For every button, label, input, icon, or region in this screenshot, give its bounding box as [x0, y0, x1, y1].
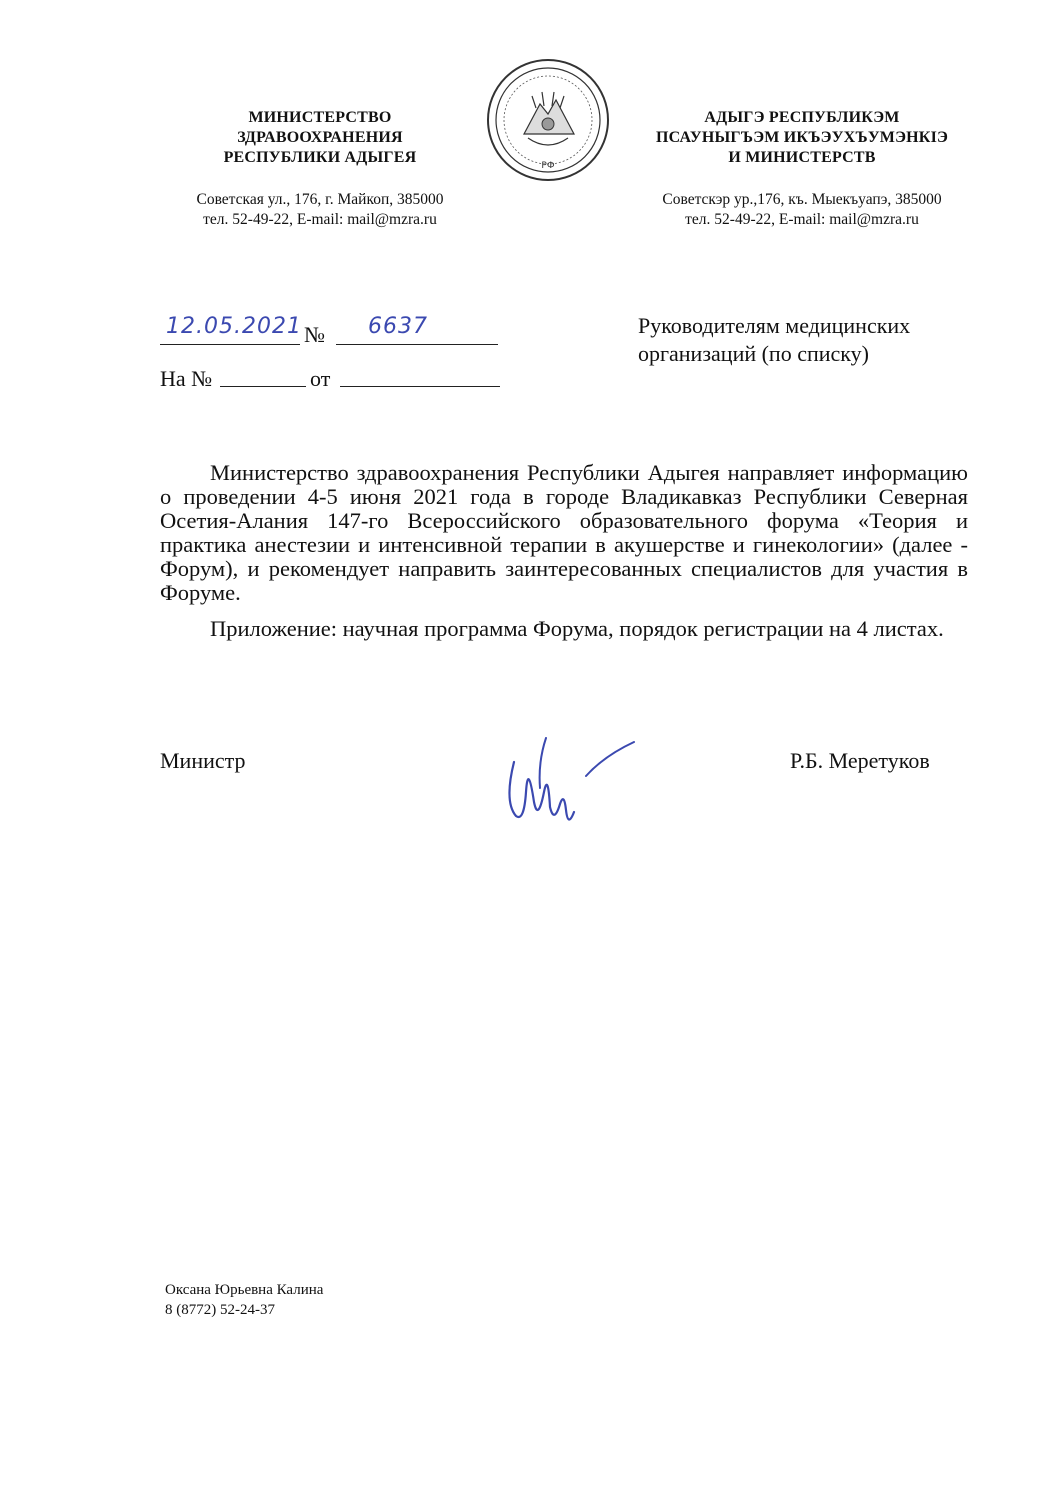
number-sign: № — [304, 322, 325, 347]
header-right — [632, 108, 972, 230]
executor-name: Оксана Юрьевна Калина — [165, 1282, 324, 1298]
org-name-line1: МИНИСТЕРСТВО — [248, 109, 392, 126]
org-name-native-line3: И МИНИСТЕРСТВ — [728, 149, 876, 166]
coat-of-arms-icon — [484, 56, 612, 184]
signatory-name: Р.Б. Меретуков — [790, 748, 930, 773]
org-name-line2: ЗДРАВООХРАНЕНИЯ — [237, 129, 403, 146]
executor — [165, 1280, 323, 1320]
org-name-native-line2: ПСАУНЫГЪЭМ ИКЪЭУХЪУМЭНКIЭ — [655, 129, 949, 146]
reply-label: На № — [160, 366, 213, 391]
org-address-native: Советскэр ур.,176, къ. Мыекъуапэ, 385000 — [662, 191, 942, 208]
reply-date-line — [340, 386, 500, 387]
org-name-native-line1: АДЫГЭ РЕСПУБЛИКЭМ — [704, 109, 900, 126]
addressee — [638, 312, 978, 368]
org-contacts-native: тел. 52-49-22, E-mail: mail@mzra.ru — [685, 211, 919, 228]
addressee-line2: организаций (по списку) — [638, 341, 869, 366]
letter-body — [160, 461, 968, 641]
signatory-position: Министр — [160, 748, 246, 773]
body-paragraph-1: Министерство здравоохранения Республики Адыгея направляет информацию о проведении 4-5 июня 2021 года в городе Владикавказ Республики Северная Осетия-Алания 147-го Всероссийского образовательного форума «Теория и практика анестезии и интенсивной терапии в акушерстве и гинекологии» (далее - Форум), и рекомендует направить заинтересованных специалистов для участия в Форуме. — [160, 460, 968, 605]
addressee-line1: Руководителям медицинских — [638, 313, 911, 338]
registration-number: 6637 — [368, 314, 428, 339]
reply-number-line — [220, 386, 306, 387]
date-line — [160, 344, 300, 345]
executor-phone: 8 (8772) 52-24-37 — [165, 1302, 275, 1318]
org-contacts: тел. 52-49-22, E-mail: mail@mzra.ru — [203, 211, 437, 228]
header-left — [160, 108, 480, 230]
number-line — [336, 344, 498, 345]
org-address: Советская ул., 176, г. Майкоп, 385000 — [196, 191, 444, 208]
from-label: от — [310, 366, 331, 391]
body-paragraph-2: Приложение: научная программа Форума, порядок регистрации на 4 листах. — [210, 616, 944, 641]
registration-date: 12.05.2021 — [166, 314, 302, 339]
signature-icon — [494, 732, 644, 832]
org-name-line3: РЕСПУБЛИКИ АДЫГЕЯ — [223, 149, 417, 166]
svg-text:РФ: РФ — [541, 161, 555, 171]
